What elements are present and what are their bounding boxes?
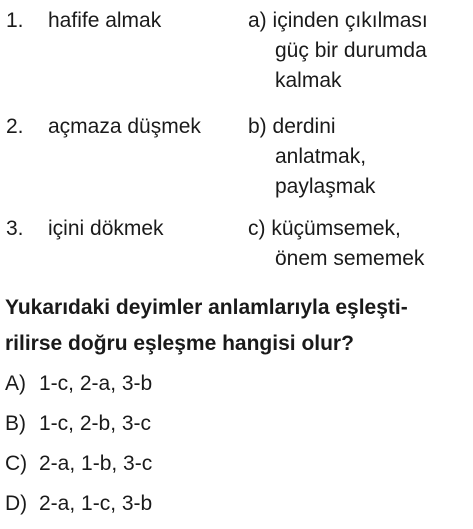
answer-option-a[interactable] [5,369,465,409]
option-text: 1-c, 2-a, 3-b [39,372,153,395]
answer-option-c[interactable] [5,449,465,489]
option-label: D) [5,492,28,515]
answer-option-d[interactable] [5,489,465,529]
definition-letter: a) [248,9,267,32]
definition-line: önem sememek [275,247,425,270]
option-label: C) [5,452,28,475]
definition-line [248,6,470,36]
option-text: 2-a, 1-c, 3-b [39,492,153,515]
meaning-definition [248,6,470,96]
definition-letter: b) [248,115,267,138]
idiom-term: hafife almak [48,9,162,32]
answer-options [5,369,465,529]
meaning-definition [248,112,470,202]
item-number: 1. [6,9,24,32]
definition-line: paylaşmak [275,175,376,198]
item-number: 2. [6,115,24,138]
meaning-definition [248,214,470,274]
item-number: 3. [6,217,24,240]
option-text: 2-a, 1-b, 3-c [39,452,153,475]
definition-line [248,112,470,142]
definition-line: kalmak [275,69,342,92]
definition-letter: c) [248,217,266,240]
question-stem [5,290,471,362]
option-label: B) [5,412,26,435]
definition-line: anlatmak, [275,145,367,168]
option-text: 1-c, 2-b, 3-c [39,412,152,435]
question-line: Yukarıdaki deyimler anlamlarıyla eşleşti- [5,296,408,319]
idiom-term: içini dökmek [48,217,164,240]
definition-text: derdini [272,115,336,138]
definition-line [248,214,470,244]
question-line: rilirse doğru eşleşme hangisi olur? [5,332,354,355]
option-label: A) [5,372,26,395]
answer-option-b[interactable] [5,409,465,449]
definition-line: güç bir durumda [275,39,427,62]
definition-text: içinden çıkılması [272,9,428,32]
idiom-term: açmaza düşmek [48,115,201,138]
definition-text: küçümsemek, [271,217,401,240]
